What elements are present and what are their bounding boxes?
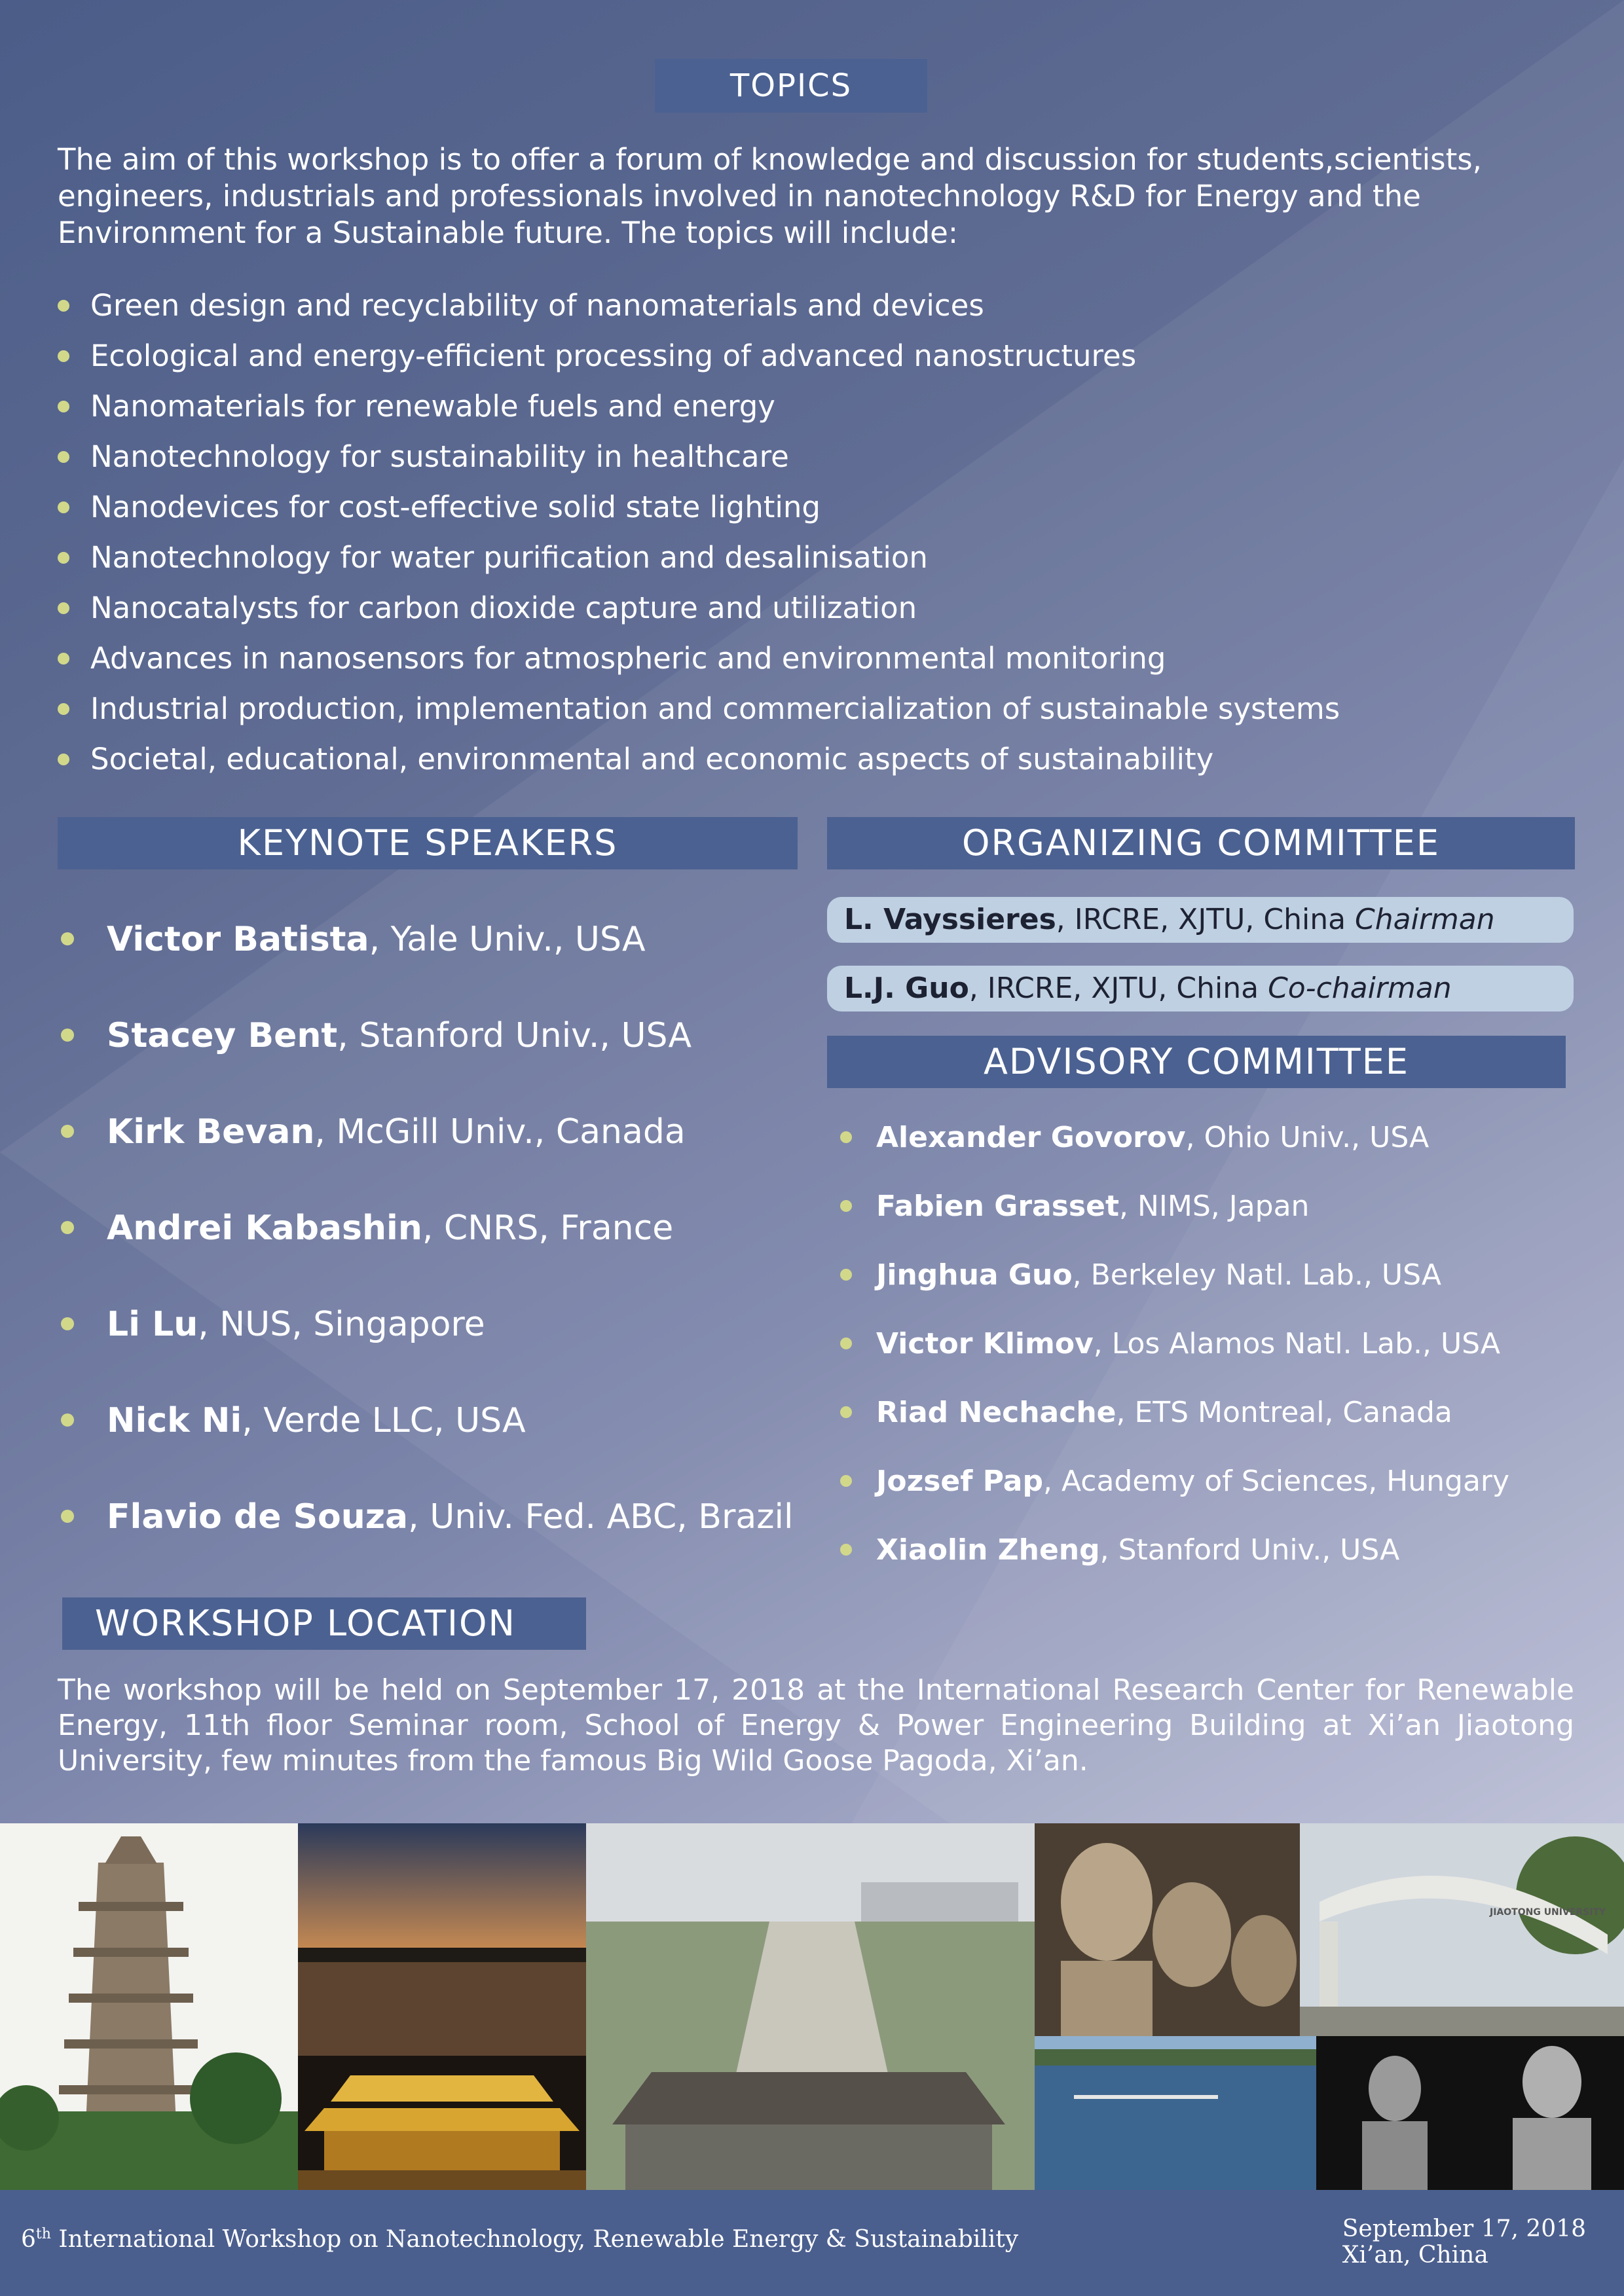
bullet-icon <box>61 1125 74 1138</box>
list-item: Nanomaterials for renewable fuels and energy <box>58 386 1564 436</box>
warriors-bw-photo <box>1316 2036 1624 2190</box>
keynote-speakers-list <box>58 910 793 1584</box>
speaker-item: Victor Batista, Yale Univ., USA <box>58 910 793 1006</box>
bullet-icon <box>61 1029 74 1042</box>
bullet-icon <box>58 300 69 312</box>
bullet-icon <box>58 653 69 665</box>
list-item: Nanocatalysts for carbon dioxide capture and utilization <box>58 587 1564 638</box>
list-item: Societal, educational, environmental and economic aspects of sustainability <box>58 738 1564 789</box>
bullet-icon <box>61 1317 74 1330</box>
advisor-item: Xiaolin Zheng, Stanford Univ., USA <box>840 1525 1509 1594</box>
footer-title: 6th International Workshop on Nanotechnology, Renewable Energy & Sustainability <box>21 2226 1019 2253</box>
aerial-temple-photo <box>586 1823 1035 2190</box>
advisor-item: Riad Nechache, ETS Montreal, Canada <box>840 1388 1509 1457</box>
bullet-icon <box>61 1510 74 1523</box>
footer <box>0 2190 1624 2296</box>
topics-header: TOPICS <box>655 59 927 113</box>
bullet-icon <box>840 1269 852 1281</box>
bullet-icon <box>840 1131 852 1143</box>
list-item: Nanodevices for cost-effective solid state lighting <box>58 486 1564 537</box>
terracotta-warriors-photo <box>1035 1823 1300 2036</box>
bullet-icon <box>840 1544 852 1556</box>
advisor-item: Jozsef Pap, Academy of Sciences, Hungary <box>840 1457 1509 1525</box>
bullet-icon <box>58 350 69 362</box>
advisory-committee-list <box>840 1113 1509 1594</box>
footer-date: September 17, 2018 <box>1342 2215 1586 2242</box>
list-item: Green design and recyclability of nanomaterials and devices <box>58 285 1564 335</box>
bullet-icon <box>840 1200 852 1212</box>
list-item: Advances in nanosensors for atmospheric and environmental monitoring <box>58 638 1564 688</box>
list-item: Ecological and energy-efficient processing of advanced nanostructures <box>58 335 1564 386</box>
university-gate-photo <box>1300 1823 1624 2036</box>
advisory-committee-header: ADVISORY COMMITTEE <box>827 1036 1566 1088</box>
bullet-icon <box>58 754 69 765</box>
footer-place: Xi’an, China <box>1342 2242 1488 2269</box>
organizing-committee-header: ORGANIZING COMMITTEE <box>827 817 1575 869</box>
organizer-co-chairman: L.J. Guo, IRCRE, XJTU, China Co-chairman <box>827 966 1574 1011</box>
bullet-icon <box>58 401 69 412</box>
speaker-item: Andrei Kabashin, CNRS, France <box>58 1199 793 1295</box>
speaker-item: Flavio de Souza, Univ. Fed. ABC, Brazil <box>58 1487 793 1584</box>
topics-intro: The aim of this workshop is to offer a forum of knowledge and discussion for students,scientists, engineers, industrials and professionals involved in nanotechnology R&D for Energy and the Environment for a Sustainable future. The topics will include: <box>58 142 1482 250</box>
topics-list <box>58 285 1564 789</box>
keynote-speakers-header: KEYNOTE SPEAKERS <box>58 817 798 869</box>
bullet-icon <box>840 1338 852 1349</box>
bullet-icon <box>58 501 69 513</box>
organizer-chairman: L. Vayssieres, IRCRE, XJTU, China Chairman <box>827 897 1574 943</box>
bullet-icon <box>61 1221 74 1234</box>
list-item: Nanotechnology for water purification and desalinisation <box>58 537 1564 587</box>
workshop-location-header: WORKSHOP LOCATION <box>62 1597 586 1650</box>
bullet-icon <box>58 552 69 564</box>
bullet-icon <box>840 1406 852 1418</box>
pagoda-photo <box>0 1823 298 2190</box>
drum-tower-photo <box>298 2056 586 2190</box>
photo-collage <box>0 1823 1624 2190</box>
speaker-item: Li Lu, NUS, Singapore <box>58 1295 793 1391</box>
advisor-item: Jinghua Guo, Berkeley Natl. Lab., USA <box>840 1250 1509 1319</box>
advisor-item: Alexander Govorov, Ohio Univ., USA <box>840 1113 1509 1182</box>
speaker-item: Stacey Bent, Stanford Univ., USA <box>58 1006 793 1102</box>
bullet-icon <box>58 703 69 715</box>
bullet-icon <box>58 451 69 463</box>
bullet-icon <box>840 1475 852 1487</box>
list-item: Industrial production, implementation and commercialization of sustainable systems <box>58 688 1564 738</box>
advisor-item: Fabien Grasset, NIMS, Japan <box>840 1182 1509 1250</box>
lake-bridge-photo <box>1035 2036 1316 2190</box>
night-lake-photo <box>298 1823 586 2056</box>
bullet-icon <box>58 602 69 614</box>
list-item: Nanotechnology for sustainability in healthcare <box>58 436 1564 486</box>
bullet-icon <box>61 932 74 945</box>
advisor-item: Victor Klimov, Los Alamos Natl. Lab., USA <box>840 1319 1509 1388</box>
bullet-icon <box>61 1413 74 1427</box>
footer-date-place <box>1342 2216 1586 2269</box>
gate-sign-text: JIAOTONG UNIVERSITY <box>1490 1907 1606 1918</box>
workshop-location-text: The workshop will be held on September 17, 2018 at the International Research Center for Renewable Energy, 11th floor Seminar room, School of Energy & Power Engineering Building at Xi’an Jiaotong University, few minutes from the famous Big Wild Goose Pagoda, Xi’an. <box>58 1673 1574 1777</box>
speaker-item: Kirk Bevan, McGill Univ., Canada <box>58 1102 793 1199</box>
speaker-item: Nick Ni, Verde LLC, USA <box>58 1391 793 1487</box>
